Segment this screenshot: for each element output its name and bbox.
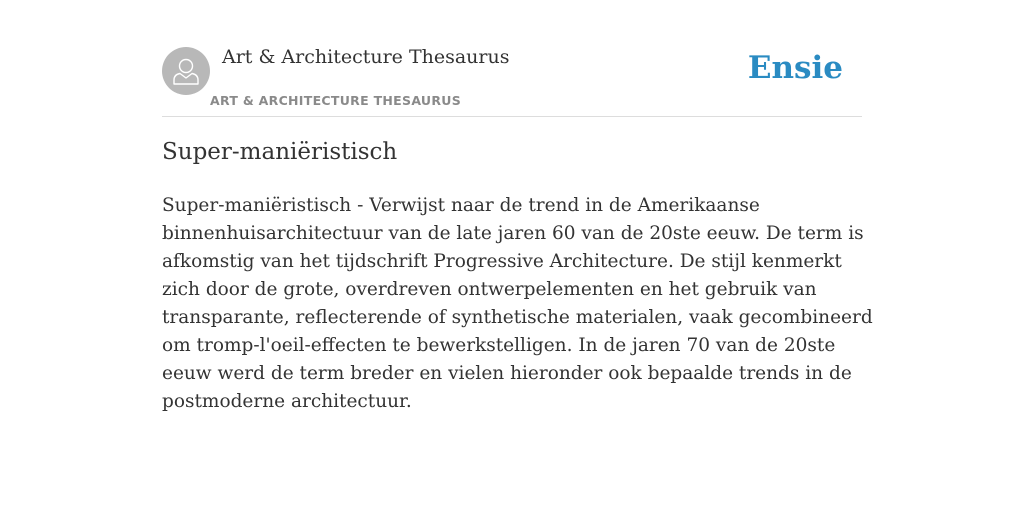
ensie-logo-link[interactable]: Ensie [747,50,843,86]
user-icon [172,56,200,86]
source-avatar[interactable] [162,47,210,95]
source-title[interactable]: Art & Architecture Thesaurus [222,46,510,68]
entry-title: Super-maniëristisch [162,139,398,165]
source-subtitle[interactable]: ART & ARCHITECTURE THESAURUS [210,93,462,108]
entry-definition: Super-maniëristisch - Verwijst naar de trend in de Amerikaanse binnenhuisarchitectuur van de late jaren 60 van de 20ste eeuw. De term is afkomstig van het tijdschrift Progressive Architecture. De stijl kenmerkt zich door de grote, overdreven ontwerpelementen en het gebruik van transparante, reflecterende of synthetische materialen, vaak gecombineerd om tromp-l'oeil-effecten te bewerkstelligen. In de jaren 70 van de 20ste eeuw werd de term breder en vielen hieronder ook bepaalde trends in de postmoderne architectuur. [162,195,873,412]
header [162,40,862,117]
